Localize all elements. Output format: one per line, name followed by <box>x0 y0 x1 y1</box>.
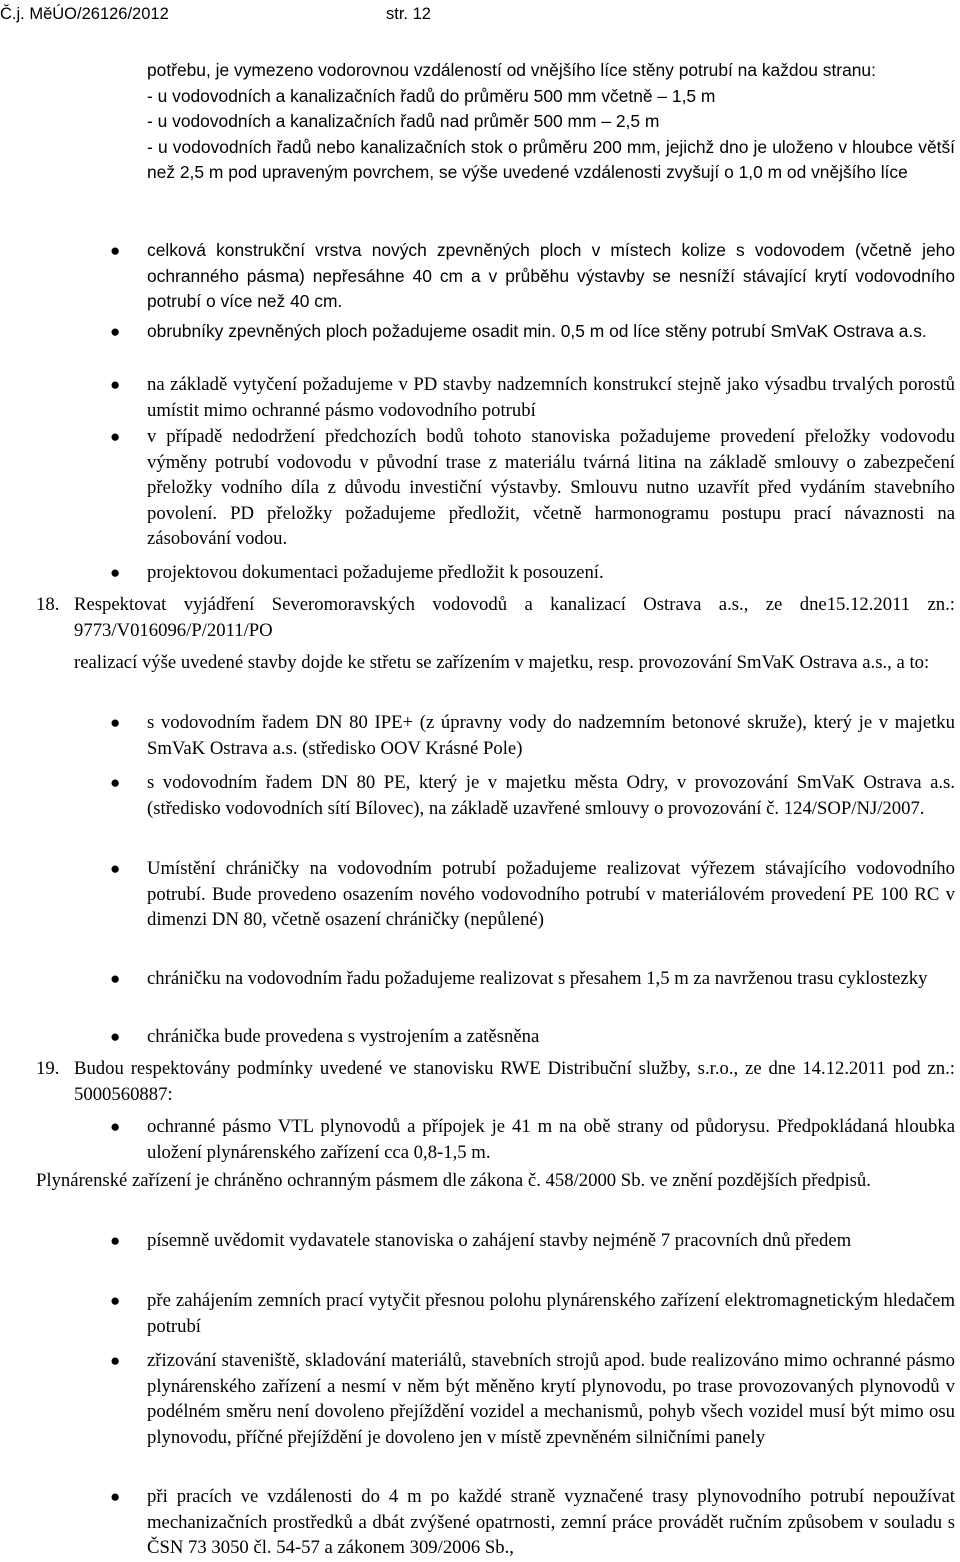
bullet-icon: ● <box>110 1117 121 1136</box>
bullet-icon: ● <box>110 375 121 394</box>
bullet-icon: ● <box>110 773 121 792</box>
list-item <box>110 372 955 423</box>
bullet-icon: ● <box>110 427 121 446</box>
list-item <box>110 238 955 315</box>
list-item-text: na základě vytyčení požadujeme v PD stavby nadzemních konstrukcí stejně jako výsadbu trvalých porostů umístit mimo ochranné pásmo vodovodního potrubí <box>147 374 955 421</box>
list-item-text: v případě nedodržení předchozích bodů tohoto stanoviska požadujeme provedení přeložky vodovodu výměny potrubí vodovodu v původní trase z materiálu tvárná litina na základě smlouvy o zabezpečení přeložky vodního díla z důvodu investiční výstavby. Smlouvu nutno uzavřít před vydáním stavebního povolení. PD přeložky požadujeme předložit, včetně harmonogramu postupu prací návaznosti na zásobování vodou. <box>147 426 955 550</box>
item-number: 18. <box>36 594 60 615</box>
list-item-text: při pracích ve vzdálenosti do 4 m po každé straně vyznačené trasy plynovodního potrubí nepoužívat mechanizačních prostředků a dbát zvýšené opatrnosti, zemní práce provádět ručním způsobem v souladu s ČSN 73 3050 čl. 54-57 a zákonem 309/2006 Sb., <box>147 1486 955 1559</box>
list-item-text: chránička bude provedena s vystrojením a zatěsněna <box>147 1026 540 1047</box>
list-item <box>110 1288 955 1339</box>
list-item <box>110 770 955 821</box>
bullet-icon: ● <box>110 322 121 341</box>
list-item <box>110 1484 955 1561</box>
intro-line: - u vodovodních a kanalizačních řadů nad průměr 500 mm – 2,5 m <box>147 111 660 132</box>
list-item <box>110 966 955 992</box>
list-item <box>110 710 955 761</box>
list-item <box>110 1348 955 1450</box>
bullet-icon: ● <box>110 1231 121 1250</box>
bullet-icon: ● <box>110 713 121 732</box>
list-item-text: celková konstrukční vrstva nových zpevněných ploch v místech kolize s vodovodem (včetně jeho ochranného pásma) nepřesáhne 40 cm a v průběhu výstavby se nesníží stávající krytí vodovodního potrubí o více než 40 cm. <box>147 240 955 312</box>
item-19-paragraph: Plynárenské zařízení je chráněno ochranným pásmem dle zákona č. 458/2000 Sb. ve znění pozdějších předpisů. <box>36 1170 871 1191</box>
bullet-icon: ● <box>110 241 121 260</box>
list-item-text: obrubníky zpevněných ploch požadujeme osadit min. 0,5 m od líce stěny potrubí SmVaK Ostrava a.s. <box>147 321 927 341</box>
bullet-icon: ● <box>110 563 121 582</box>
list-item <box>110 1024 955 1050</box>
item-number: 19. <box>36 1058 60 1079</box>
intro-line: - u vodovodních a kanalizačních řadů do průměru 500 mm včetně – 1,5 m <box>147 85 716 106</box>
bullet-icon: ● <box>110 1291 121 1310</box>
intro-line: potřebu, je vymezeno vodorovnou vzdáleností od vnějšího líce stěny potrubí na každou stranu: <box>147 60 876 80</box>
item-18-paragraph: realizací výše uvedené stavby dojde ke střetu se zařízením v majetku, resp. provozování SmVaK Ostrava a.s., a to: <box>74 652 930 673</box>
bullet-icon: ● <box>110 969 121 988</box>
bullet-icon: ● <box>110 1351 121 1370</box>
list-item-text: chráničku na vodovodním řadu požadujeme realizovat s přesahem 1,5 m za navrženou trasu cyklostezky <box>147 968 928 989</box>
bullet-icon: ● <box>110 1487 121 1506</box>
list-item <box>110 424 955 552</box>
list-item-text: ochranné pásmo VTL plynovodů a přípojek je 41 m na obě strany od půdorysu. Předpokládaná hloubka uložení plynárenského zařízení cca 0,8-1,5 m. <box>147 1116 955 1163</box>
list-item-text: zřizování staveniště, skladování materiálů, stavebních strojů apod. bude realizováno mimo ochranné pásmo plynárenského zařízení a nesmí v něm být měněno krytí plynovodu, po trase provozovaných plynovodů v podélném směru není dovoleno přejíždění vozidel a mechanismů, pohyb všech vozidel musí být mimo osu plynovodu, příčné přejíždění je dovoleno jen v místě zpevněném silničními panely <box>147 1350 955 1448</box>
list-item-text: pře zahájením zemních prací vytyčit přesnou polohu plynárenského zařízení elektromagnetickým hledačem potrubí <box>147 1290 955 1337</box>
intro-paragraph <box>147 58 955 186</box>
list-item-19 <box>36 1056 955 1107</box>
list-item <box>110 1114 955 1165</box>
item-text: Respektovat vyjádření Severomoravských vodovodů a kanalizací Ostrava a.s., ze dne15.12.2011 zn.: 9773/V016096/P/2011/PO <box>74 594 955 641</box>
intro-line: - u vodovodních řadů nebo kanalizačních stok o průměru 200 mm, jejichž dno je uloženo v hloubce větší než 2,5 m pod upraveným povrchem, se výše uvedené vzdálenosti zvyšují o 1,0 m od vnějšího líce <box>147 136 955 183</box>
bullet-icon: ● <box>110 859 121 878</box>
list-item-18 <box>36 592 955 643</box>
list-item <box>110 856 955 933</box>
list-item-text: Umístění chráničky na vodovodním potrubí požadujeme realizovat výřezem stávajícího vodovodního potrubí. Bude provedeno osazením nového vodovodního potrubí v materiálovém provedení PE 100 RC v dimenzi DN 80, včetně osazení chráničky (nepůlené) <box>147 858 955 931</box>
list-item <box>110 1228 955 1254</box>
list-item-text: projektovou dokumentaci požadujeme předložit k posouzení. <box>147 562 604 583</box>
list-item <box>110 560 955 586</box>
list-item-text: s vodovodním řadem DN 80 PE, který je v majetku města Odry, v provozování SmVaK Ostrava a.s. (středisko vodovodních sítí Bílovec), na základě uzavřené smlouvy o provozování č. 124/SOP/NJ/2007. <box>147 772 955 819</box>
list-item-text: písemně uvědomit vydavatele stanoviska o zahájení stavby nejméně 7 pracovních dnů předem <box>147 1230 852 1251</box>
item-text: Budou respektovány podmínky uvedené ve stanovisku RWE Distribuční služby, s.r.o., ze dne 14.12.2011 pod zn.: 5000560887: <box>74 1058 955 1105</box>
page-number: str. 12 <box>386 5 431 23</box>
bullet-icon: ● <box>110 1027 121 1046</box>
list-item <box>110 319 955 345</box>
list-item-text: s vodovodním řadem DN 80 IPE+ (z úpravny vody do nadzemním betonové skruže), který je v majetku SmVaK Ostrava a.s. (středisko OOV Krásné Pole) <box>147 712 955 759</box>
reference-number: Č.j. MěÚO/26126/2012 <box>0 5 169 23</box>
